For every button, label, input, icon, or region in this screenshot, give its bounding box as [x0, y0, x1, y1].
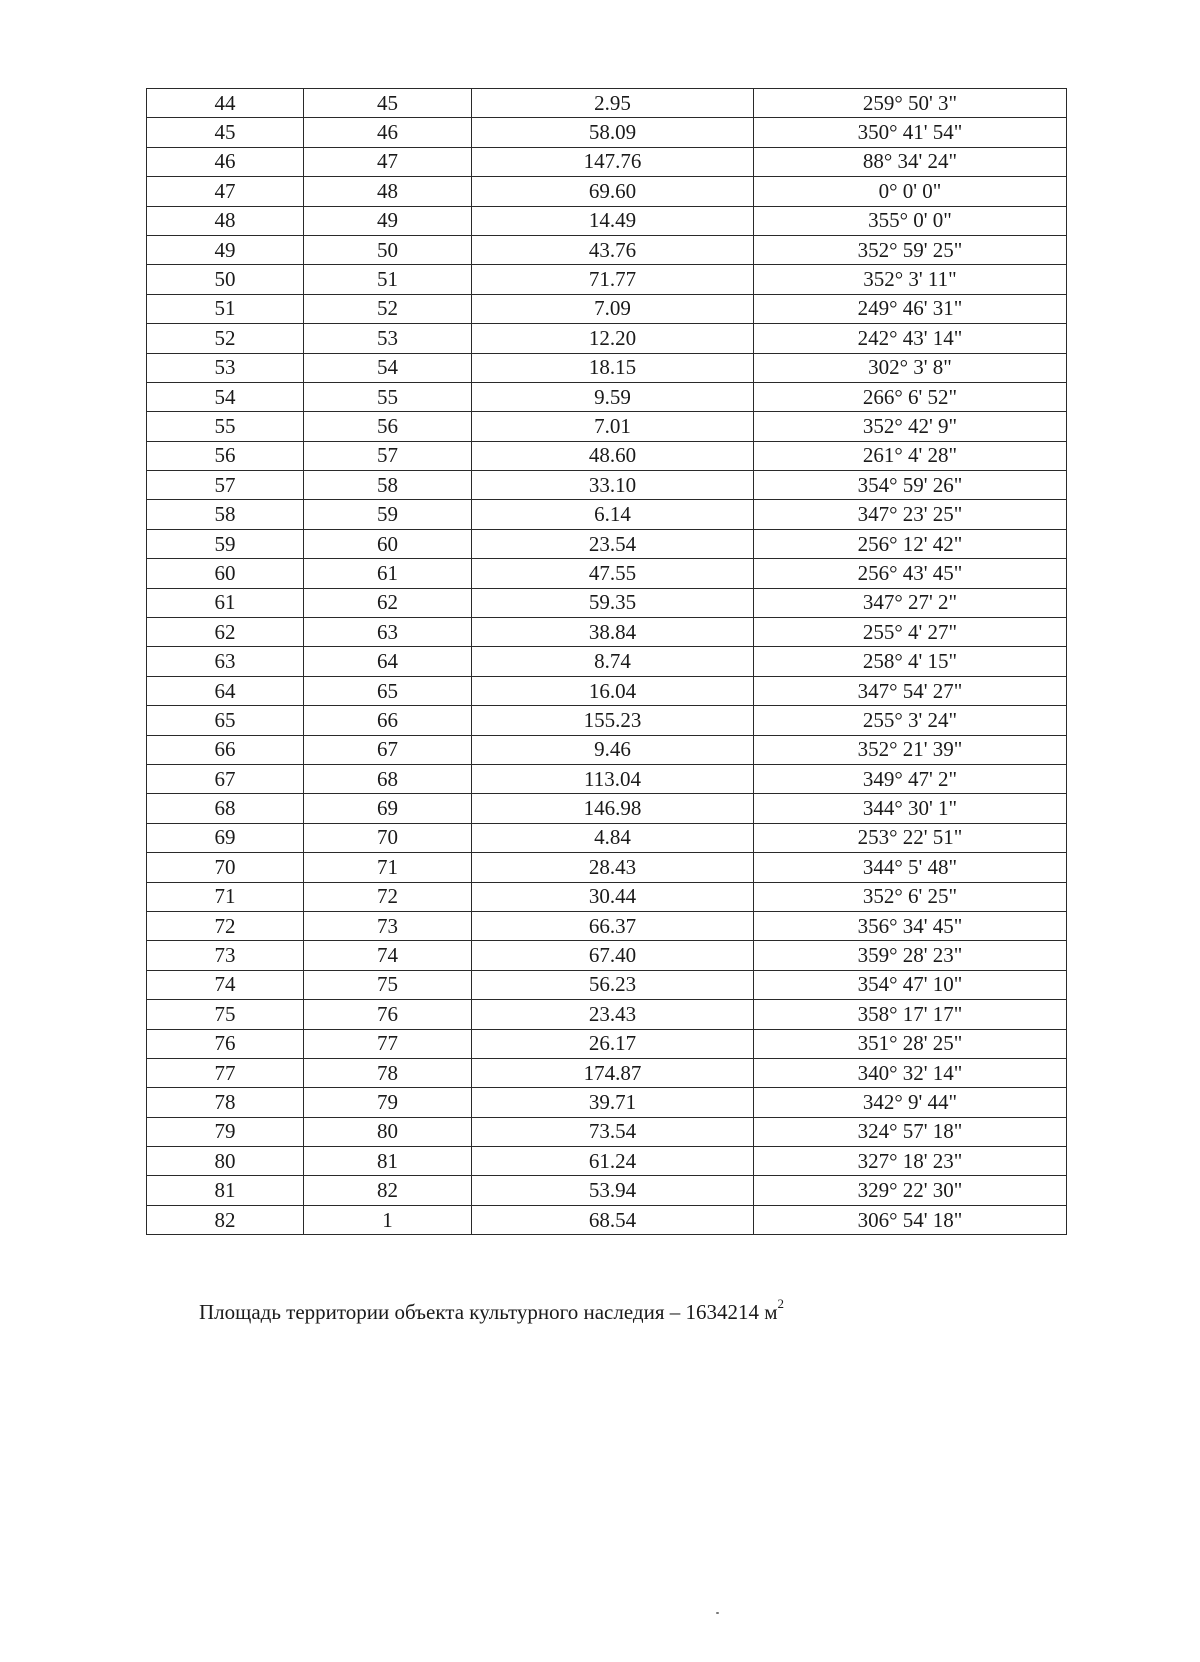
from-point-cell: 56 [147, 441, 304, 470]
to-point-cell: 59 [304, 500, 472, 529]
area-unit-superscript: 2 [777, 1296, 785, 1311]
to-point-cell: 54 [304, 353, 472, 382]
from-point-cell: 80 [147, 1147, 304, 1176]
from-point-cell: 69 [147, 823, 304, 852]
bearing-cell: 340° 32' 14" [754, 1058, 1067, 1087]
from-point-cell: 46 [147, 147, 304, 176]
table-row [147, 941, 1067, 970]
table-row [147, 147, 1067, 176]
length-cell: 174.87 [472, 1058, 754, 1087]
area-text: Площадь территории объекта культурного наследия – 1634214 м [199, 1300, 778, 1324]
bearing-cell: 342° 9' 44" [754, 1088, 1067, 1117]
table-row [147, 206, 1067, 235]
from-point-cell: 70 [147, 853, 304, 882]
bearing-cell: 347° 23' 25" [754, 500, 1067, 529]
to-point-cell: 69 [304, 794, 472, 823]
to-point-cell: 58 [304, 471, 472, 500]
table-row [147, 177, 1067, 206]
bearing-cell: 306° 54' 18" [754, 1205, 1067, 1234]
from-point-cell: 61 [147, 588, 304, 617]
bearing-cell: 249° 46' 31" [754, 294, 1067, 323]
length-cell: 69.60 [472, 177, 754, 206]
bearing-cell: 255° 3' 24" [754, 706, 1067, 735]
from-point-cell: 66 [147, 735, 304, 764]
table-row [147, 382, 1067, 411]
to-point-cell: 45 [304, 89, 472, 118]
to-point-cell: 63 [304, 618, 472, 647]
length-cell: 58.09 [472, 118, 754, 147]
bearing-cell: 354° 47' 10" [754, 970, 1067, 999]
from-point-cell: 78 [147, 1088, 304, 1117]
bearing-cell: 266° 6' 52" [754, 382, 1067, 411]
to-point-cell: 61 [304, 559, 472, 588]
to-point-cell: 46 [304, 118, 472, 147]
from-point-cell: 45 [147, 118, 304, 147]
table-row [147, 353, 1067, 382]
length-cell: 147.76 [472, 147, 754, 176]
length-cell: 47.55 [472, 559, 754, 588]
table-row [147, 294, 1067, 323]
length-cell: 53.94 [472, 1176, 754, 1205]
to-point-cell: 78 [304, 1058, 472, 1087]
table-row [147, 764, 1067, 793]
length-cell: 2.95 [472, 89, 754, 118]
from-point-cell: 75 [147, 1000, 304, 1029]
from-point-cell: 55 [147, 412, 304, 441]
table-row [147, 853, 1067, 882]
length-cell: 7.09 [472, 294, 754, 323]
to-point-cell: 56 [304, 412, 472, 441]
bearing-cell: 359° 28' 23" [754, 941, 1067, 970]
length-cell: 18.15 [472, 353, 754, 382]
bearing-cell: 350° 41' 54" [754, 118, 1067, 147]
table-row [147, 500, 1067, 529]
to-point-cell: 55 [304, 382, 472, 411]
from-point-cell: 76 [147, 1029, 304, 1058]
table-row [147, 118, 1067, 147]
bearing-cell: 302° 3' 8" [754, 353, 1067, 382]
table-row [147, 970, 1067, 999]
length-cell: 14.49 [472, 206, 754, 235]
from-point-cell: 48 [147, 206, 304, 235]
bearing-cell: 344° 5' 48" [754, 853, 1067, 882]
length-cell: 38.84 [472, 618, 754, 647]
table-row [147, 1117, 1067, 1146]
from-point-cell: 81 [147, 1176, 304, 1205]
from-point-cell: 62 [147, 618, 304, 647]
table-row [147, 265, 1067, 294]
from-point-cell: 47 [147, 177, 304, 206]
bearing-cell: 347° 54' 27" [754, 676, 1067, 705]
bearing-cell: 261° 4' 28" [754, 441, 1067, 470]
to-point-cell: 50 [304, 235, 472, 264]
length-cell: 71.77 [472, 265, 754, 294]
from-point-cell: 68 [147, 794, 304, 823]
from-point-cell: 74 [147, 970, 304, 999]
length-cell: 48.60 [472, 441, 754, 470]
bearing-cell: 356° 34' 45" [754, 911, 1067, 940]
length-cell: 61.24 [472, 1147, 754, 1176]
length-cell: 9.46 [472, 735, 754, 764]
from-point-cell: 53 [147, 353, 304, 382]
bearing-cell: 347° 27' 2" [754, 588, 1067, 617]
table-row [147, 618, 1067, 647]
table-row [147, 735, 1067, 764]
length-cell: 73.54 [472, 1117, 754, 1146]
from-point-cell: 58 [147, 500, 304, 529]
table-body [147, 89, 1067, 1235]
from-point-cell: 71 [147, 882, 304, 911]
length-cell: 33.10 [472, 471, 754, 500]
table-row [147, 1058, 1067, 1087]
length-cell: 28.43 [472, 853, 754, 882]
to-point-cell: 71 [304, 853, 472, 882]
table-row [147, 1147, 1067, 1176]
to-point-cell: 82 [304, 1176, 472, 1205]
from-point-cell: 82 [147, 1205, 304, 1234]
from-point-cell: 50 [147, 265, 304, 294]
from-point-cell: 72 [147, 911, 304, 940]
bearing-cell: 256° 43' 45" [754, 559, 1067, 588]
to-point-cell: 49 [304, 206, 472, 235]
length-cell: 23.43 [472, 1000, 754, 1029]
bearing-cell: 258° 4' 15" [754, 647, 1067, 676]
length-cell: 59.35 [472, 588, 754, 617]
length-cell: 26.17 [472, 1029, 754, 1058]
length-cell: 7.01 [472, 412, 754, 441]
table-row [147, 647, 1067, 676]
bearing-cell: 255° 4' 27" [754, 618, 1067, 647]
length-cell: 9.59 [472, 382, 754, 411]
table-row [147, 1029, 1067, 1058]
table-row [147, 235, 1067, 264]
from-point-cell: 57 [147, 471, 304, 500]
length-cell: 68.54 [472, 1205, 754, 1234]
from-point-cell: 52 [147, 324, 304, 353]
table-row [147, 89, 1067, 118]
bearing-cell: 327° 18' 23" [754, 1147, 1067, 1176]
to-point-cell: 66 [304, 706, 472, 735]
to-point-cell: 48 [304, 177, 472, 206]
table-row [147, 911, 1067, 940]
table-row [147, 588, 1067, 617]
to-point-cell: 76 [304, 1000, 472, 1029]
table-row [147, 706, 1067, 735]
from-point-cell: 59 [147, 529, 304, 558]
length-cell: 67.40 [472, 941, 754, 970]
to-point-cell: 67 [304, 735, 472, 764]
bearing-cell: 352° 21' 39" [754, 735, 1067, 764]
from-point-cell: 73 [147, 941, 304, 970]
length-cell: 6.14 [472, 500, 754, 529]
length-cell: 8.74 [472, 647, 754, 676]
table-row [147, 1205, 1067, 1234]
from-point-cell: 51 [147, 294, 304, 323]
table-row [147, 676, 1067, 705]
to-point-cell: 68 [304, 764, 472, 793]
bearing-cell: 349° 47' 2" [754, 764, 1067, 793]
area-statement [199, 1296, 785, 1325]
bearing-cell: 329° 22' 30" [754, 1176, 1067, 1205]
to-point-cell: 77 [304, 1029, 472, 1058]
table-row [147, 1000, 1067, 1029]
from-point-cell: 79 [147, 1117, 304, 1146]
table-row [147, 1176, 1067, 1205]
to-point-cell: 53 [304, 324, 472, 353]
bearing-cell: 253° 22' 51" [754, 823, 1067, 852]
to-point-cell: 60 [304, 529, 472, 558]
length-cell: 43.76 [472, 235, 754, 264]
to-point-cell: 51 [304, 265, 472, 294]
length-cell: 155.23 [472, 706, 754, 735]
bearing-cell: 88° 34' 24" [754, 147, 1067, 176]
to-point-cell: 80 [304, 1117, 472, 1146]
to-point-cell: 73 [304, 911, 472, 940]
length-cell: 66.37 [472, 911, 754, 940]
to-point-cell: 52 [304, 294, 472, 323]
length-cell: 30.44 [472, 882, 754, 911]
table-row [147, 471, 1067, 500]
table-row [147, 882, 1067, 911]
bearing-cell: 352° 59' 25" [754, 235, 1067, 264]
length-cell: 16.04 [472, 676, 754, 705]
length-cell: 12.20 [472, 324, 754, 353]
table-row [147, 412, 1067, 441]
bearing-cell: 351° 28' 25" [754, 1029, 1067, 1058]
table-row [147, 794, 1067, 823]
to-point-cell: 47 [304, 147, 472, 176]
bearing-cell: 259° 50' 3" [754, 89, 1067, 118]
to-point-cell: 57 [304, 441, 472, 470]
bearing-cell: 352° 3' 11" [754, 265, 1067, 294]
to-point-cell: 64 [304, 647, 472, 676]
from-point-cell: 63 [147, 647, 304, 676]
bearing-cell: 352° 6' 25" [754, 882, 1067, 911]
to-point-cell: 79 [304, 1088, 472, 1117]
length-cell: 23.54 [472, 529, 754, 558]
to-point-cell: 1 [304, 1205, 472, 1234]
length-cell: 4.84 [472, 823, 754, 852]
to-point-cell: 74 [304, 941, 472, 970]
table-row [147, 324, 1067, 353]
bearing-cell: 324° 57' 18" [754, 1117, 1067, 1146]
table-row [147, 441, 1067, 470]
from-point-cell: 49 [147, 235, 304, 264]
length-cell: 56.23 [472, 970, 754, 999]
from-point-cell: 64 [147, 676, 304, 705]
bearing-cell: 355° 0' 0" [754, 206, 1067, 235]
bearing-cell: 352° 42' 9" [754, 412, 1067, 441]
bearing-cell: 358° 17' 17" [754, 1000, 1067, 1029]
from-point-cell: 77 [147, 1058, 304, 1087]
length-cell: 113.04 [472, 764, 754, 793]
bearing-cell: 344° 30' 1" [754, 794, 1067, 823]
bearing-cell: 354° 59' 26" [754, 471, 1067, 500]
table-row [147, 559, 1067, 588]
table-row [147, 823, 1067, 852]
length-cell: 39.71 [472, 1088, 754, 1117]
from-point-cell: 67 [147, 764, 304, 793]
to-point-cell: 65 [304, 676, 472, 705]
to-point-cell: 62 [304, 588, 472, 617]
to-point-cell: 70 [304, 823, 472, 852]
from-point-cell: 54 [147, 382, 304, 411]
length-cell: 146.98 [472, 794, 754, 823]
from-point-cell: 65 [147, 706, 304, 735]
to-point-cell: 72 [304, 882, 472, 911]
bearing-cell: 0° 0' 0" [754, 177, 1067, 206]
scan-speck [716, 1612, 719, 1614]
from-point-cell: 60 [147, 559, 304, 588]
from-point-cell: 44 [147, 89, 304, 118]
table-row [147, 529, 1067, 558]
bearing-cell: 256° 12' 42" [754, 529, 1067, 558]
boundary-coordinates-table [146, 88, 1067, 1235]
to-point-cell: 81 [304, 1147, 472, 1176]
table-row [147, 1088, 1067, 1117]
to-point-cell: 75 [304, 970, 472, 999]
bearing-cell: 242° 43' 14" [754, 324, 1067, 353]
